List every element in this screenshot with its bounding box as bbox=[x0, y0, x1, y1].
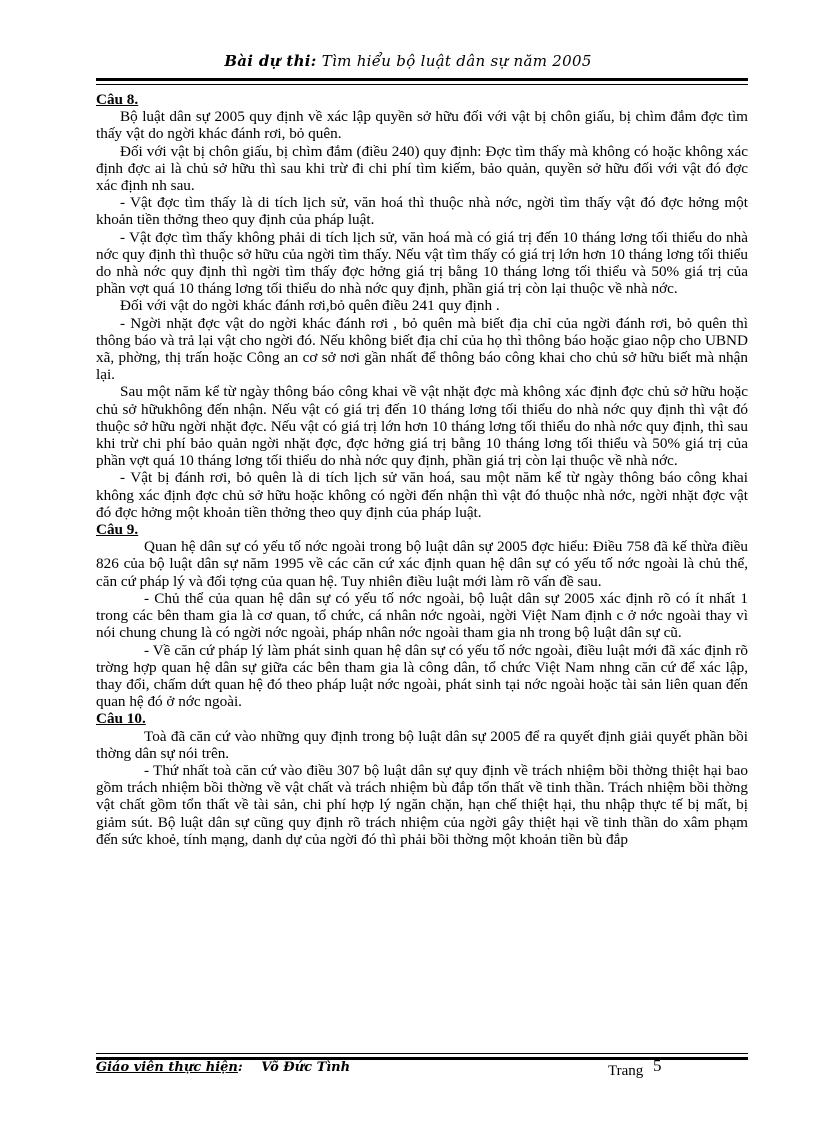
paragraph: - Chủ thể của quan hệ dân sự có yếu tố nớc ngoài, bộ luật dân sự 2005 xác định rõ có ít nhất 1 trong các bên tham gia là cơ quan, tổ chức, cá nhân nớc ngoài, ngời Việt Nam định c ở nớc ngoài thay vì nói chung chung là có ngời nớc ngoài, pháp nhân nớc ngoài tham gia nh trong bộ luật dân sự cũ. bbox=[96, 589, 748, 642]
header-label: Bài dự thi: bbox=[224, 52, 317, 70]
footer-author-name: Võ Đức Tình bbox=[261, 1060, 351, 1075]
page-label: Trang bbox=[608, 1063, 644, 1079]
section-heading-cau-8: Câu 8. bbox=[96, 91, 139, 108]
document-body bbox=[96, 91, 748, 848]
paragraph: Đối với vật do ngời khác đánh rơi,bỏ quên điều 241 quy định . bbox=[120, 297, 500, 315]
footer-rule-thin bbox=[96, 1053, 748, 1054]
header-title: Tìm hiểu bộ luật dân sự năm 2005 bbox=[321, 52, 592, 70]
section-heading-cau-10: Câu 10. bbox=[96, 710, 146, 728]
footer-author bbox=[96, 1060, 350, 1075]
paragraph: - Thứ nhất toà căn cứ vào điều 307 bộ luật dân sự quy định về trách nhiệm bồi thờng thiệt hại bao gồm trách nhiệm bồi thờng về vật chất và trách nhiệm bù đắp tổn thất về tinh thần. Trách nhiệm bồi thờng vật chất gồm tổn thất về tài sản, chi phí hợp lý ngăn chặn, hạn chế thiệt hại, thu nhập thực tế bị mất, bị giảm sút. Bộ luật dân sự cũng quy định rõ trách nhiệm của ngời gây thiệt hại về tinh thần do xâm phạm đến sức khoẻ, tính mạng, danh dự của ngời đó thì phải bồi thờng một khoản tiền bù đắp bbox=[96, 761, 748, 848]
paragraph: Bộ luật dân sự 2005 quy định về xác lập quyền sở hữu đối với vật bị chôn giấu, bị chìm đắm đợc tìm thấy vật do ngời khác đánh rơi, bỏ quên. bbox=[96, 108, 748, 143]
footer-colon: : bbox=[237, 1060, 243, 1075]
page-indicator bbox=[608, 1056, 662, 1080]
section-heading-cau-9: Câu 9. bbox=[96, 521, 139, 539]
paragraph: - Vật bị đánh rơi, bỏ quên là di tích lịch sử văn hoá, sau một năm kể từ ngày thông báo công khai không xác định đợc chủ sở hữu hoặc không có ngời đến nhận thì vật đó thuộc nhà nớc, ngời nhặt đợc vật đó đợc hởng một khoản tiền thởng theo quy định của pháp luật. bbox=[96, 469, 748, 521]
header-rule-thick bbox=[96, 78, 748, 81]
paragraph: Quan hệ dân sự có yếu tố nớc ngoài trong bộ luật dân sự 2005 đợc hiểu: Điều 758 đã kế thừa điều 826 của bộ luật dân sự năm 1995 về các căn cứ xác định quan hệ dân sự có yếu tố nớc ngoài là chủ thể, căn cứ pháp lý và đối tợng của quan hệ. Tuy nhiên điều luật mới làm rõ vấn đề sau. bbox=[96, 538, 748, 590]
paragraph: Đối với vật bị chôn giấu, bị chìm đắm (điều 240) quy định: Đợc tìm thấy mà không có hoặc không xác định đợc ai là chủ sở hữu thì sau khi trừ đi chi phí tìm kiếm, bảo quản, quyền sở hữu đối với vật đó đợc xác định nh sau. bbox=[96, 142, 748, 195]
paragraph: Sau một năm kể từ ngày thông báo công khai về vật nhặt đợc mà không xác định đợc chủ sở hữu hoặc chủ sở hữukhông đến nhận. Nếu vật có giá trị đến 10 tháng lơng tối thiểu do nhà nớc quy định thì vật đó thuộc sở hữu ngời nhặt đợc. Nếu vật có giá trị lớn hơn 10 tháng lơng tối thiểu do nhà nớc quy định, thì sau khi trừ chi phí bảo quản ngời nhặt đợc, đợc hởng giá trị bằng 10 tháng lơng tối thiểu và 50% giá trị của phần vợt quá 10 tháng lơng tối thiểu do nhà nớc quy định, phần giá trị còn lại thuộc về nhà nớc. bbox=[96, 383, 748, 470]
paragraph: - Ngời nhặt đợc vật do ngời khác đánh rơi , bỏ quên mà biết địa chỉ của ngời đánh rơi, bỏ quên thì thông báo và trả lại vật cho ngời đó. Nếu không biết địa chỉ của họ thì thông báo hoặc giao nộp cho UBND xã, phờng, thị trấn hoặc Công an cơ sở nơi gần nhất để thông báo công khai cho chủ sở hữu biết mà nhận lại. bbox=[96, 314, 748, 384]
footer-role: Giáo viên thực hiện bbox=[96, 1060, 238, 1075]
paragraph: - Vật đợc tìm thấy không phải di tích lịch sử, văn hoá mà có giá trị đến 10 tháng lơng tối thiểu do nhà nớc quy định thì thuộc sở hữu của ngời tìm thấy. Nếu vật tìm thấy có giá trị lớn hơn 10 tháng lơng tối thiểu do nhà nớc quy định thì ngời tìm thấy đợc hởng giá trị bằng 10 tháng lơng tối thiểu và 50% giá trị của phần vợt quá 10 tháng lơng tối thiểu do nhà nớc quy định, phần giá trị còn lại thuộc về nhà nớc. bbox=[96, 228, 748, 298]
page-number: 5 bbox=[653, 1056, 662, 1075]
paragraph: - Vật đợc tìm thấy là di tích lịch sử, văn hoá thì thuộc nhà nớc, ngời tìm thấy vật đó đợc hởng một khoản tiền thởng theo quy định của pháp luật. bbox=[96, 194, 748, 229]
paragraph: - Về căn cứ pháp lý làm phát sinh quan hệ dân sự có yếu tố nớc ngoài, điều luật mới đã xác định rõ trờng hợp quan hệ dân sự giữa các bên tham gia là công dân, tổ chức Việt Nam nhng căn cứ để xác lập, thay đổi, chấm dứt quan hệ đó theo pháp luật nớc ngoài, phát sinh tại nớc ngoài hoặc tài sản liên quan đến quan hệ đó ở nớc ngoài. bbox=[96, 641, 748, 711]
paragraph: Toà đã căn cứ vào những quy định trong bộ luật dân sự 2005 để ra quyết định giải quyết phần bồi thờng dân sự nói trên. bbox=[96, 727, 748, 762]
page-header bbox=[0, 52, 816, 70]
header-rule-thin bbox=[96, 84, 748, 85]
